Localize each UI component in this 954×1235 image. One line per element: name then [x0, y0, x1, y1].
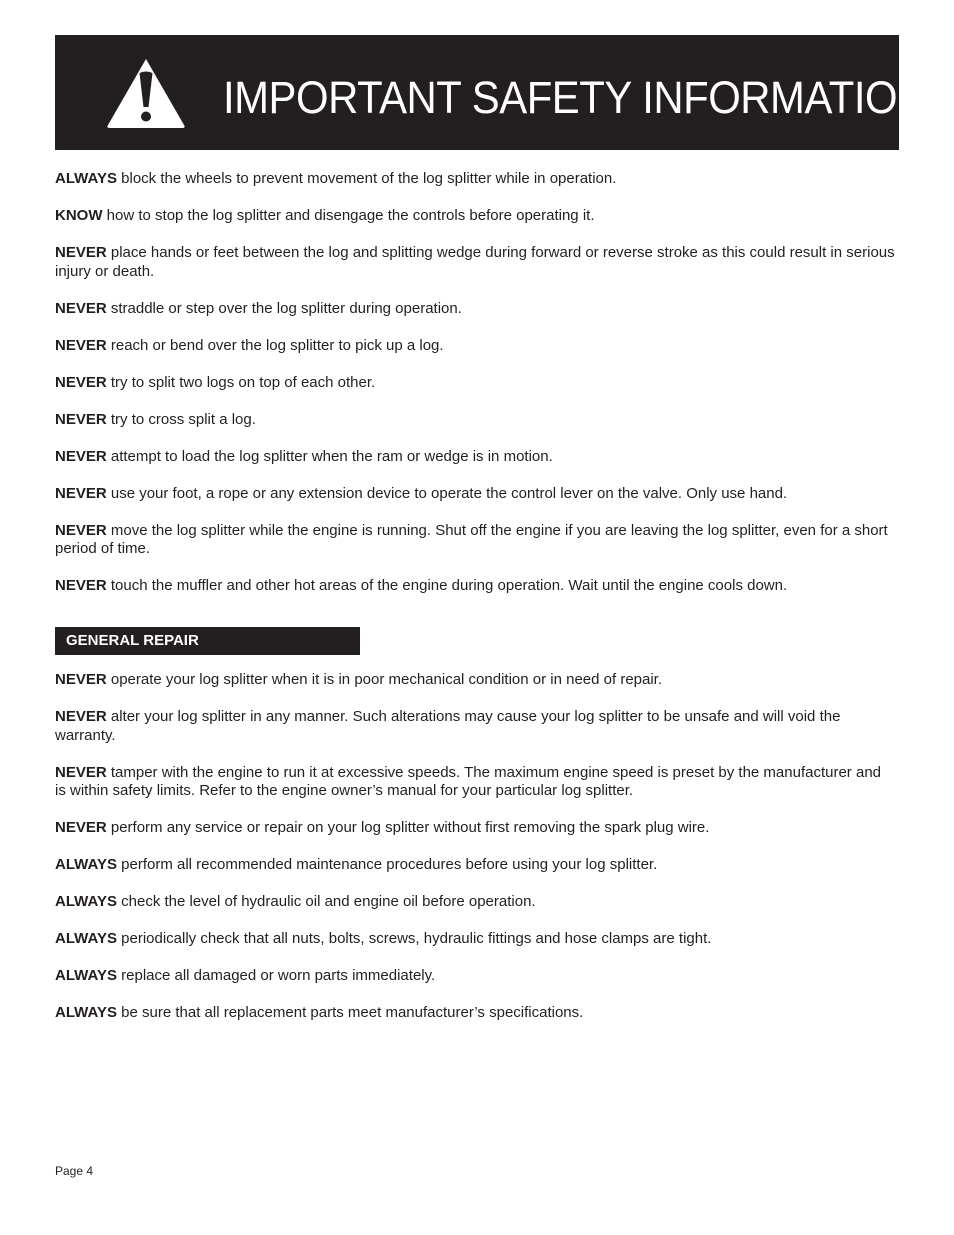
rule-item [55, 485, 895, 504]
rule-text: try to cross split a log. [110, 410, 256, 428]
rule-keyword: ALWAYS [55, 967, 117, 984]
rule-text: use your foot, a rope or any extension device to operate the control lever on the valve. Only use hand. [110, 484, 788, 502]
rule-keyword: ALWAYS [55, 1004, 117, 1021]
rule-keyword: NEVER [55, 373, 107, 391]
rule-text: try to split two logs on top of each other. [110, 373, 376, 391]
rule-item [55, 448, 895, 467]
general-repair-section-header [55, 627, 360, 655]
rule-item [55, 819, 895, 838]
rule-text: place hands or feet between the log and splitting wedge during forward or reverse stroke as this could result in serious injury or death. [55, 244, 895, 280]
page-number: Page 4 [55, 1164, 94, 1178]
rule-keyword: NEVER [55, 521, 107, 539]
rule-item [55, 967, 895, 986]
rule-item [55, 337, 895, 356]
rule-item [55, 856, 895, 875]
rule-text: periodically check that all nuts, bolts, screws, hydraulic fittings and hose clamps are tight. [121, 930, 712, 947]
rule-text: replace all damaged or worn parts immediately. [121, 967, 436, 984]
rule-item [55, 1004, 895, 1023]
page-title: IMPORTANT SAFETY INFORMATION [223, 72, 927, 123]
rule-text: perform all recommended maintenance procedures before using your log splitter. [121, 856, 658, 873]
rule-text: touch the muffler and other hot areas of the engine during operation. Wait until the engine cools down. [110, 577, 788, 594]
rule-item [55, 170, 895, 189]
rule-keyword: NEVER [55, 671, 107, 688]
rule-keyword: NEVER [55, 447, 107, 465]
rule-text: attempt to load the log splitter when the ram or wedge is in motion. [110, 447, 553, 465]
rule-text: perform any service or repair on your log splitter without first removing the spark plug wire. [110, 819, 710, 836]
rule-text: be sure that all replacement parts meet manufacturer’s specifications. [121, 1004, 584, 1021]
rule-keyword: NEVER [55, 708, 107, 725]
rule-item [55, 244, 895, 281]
safety-header-banner [55, 35, 927, 150]
rule-text: reach or bend over the log splitter to pick up a log. [110, 336, 444, 354]
rule-item [55, 930, 895, 949]
rule-item [55, 671, 895, 690]
rule-text: block the wheels to prevent movement of the log splitter while in operation. [121, 170, 617, 187]
rule-text: tamper with the engine to run it at excessive speeds. The maximum engine speed is preset by the manufacturer and is within safety limits. Refer to the engine owner’s manual for your particular log splitter. [55, 763, 882, 799]
rule-keyword: NEVER [55, 336, 107, 354]
rule-item [55, 577, 895, 596]
rule-item [55, 522, 895, 559]
rule-item [55, 764, 895, 801]
rule-text: move the log splitter while the engine is running. Shut off the engine if you are leaving the log splitter, even for a short period of time. [55, 521, 888, 557]
rule-keyword: KNOW [55, 207, 103, 224]
rule-item [55, 207, 895, 226]
rule-keyword: NEVER [55, 763, 107, 781]
rule-item [55, 893, 895, 912]
general-repair-rules-list [55, 671, 895, 1041]
rule-keyword: NEVER [55, 484, 107, 502]
rule-keyword: NEVER [55, 299, 107, 317]
rule-text: how to stop the log splitter and disengage the controls before operating it. [106, 207, 595, 224]
rule-keyword: NEVER [55, 244, 107, 261]
rule-item [55, 300, 895, 319]
warning-triangle-icon [103, 53, 189, 131]
section-title: GENERAL REPAIR [66, 632, 199, 649]
rule-item [55, 411, 895, 430]
rule-text: operate your log splitter when it is in poor mechanical condition or in need of repair. [110, 671, 663, 688]
rule-keyword: NEVER [55, 577, 107, 594]
rule-item [55, 708, 895, 745]
rule-text: alter your log splitter in any manner. Such alterations may cause your log splitter to be unsafe and will void the warranty. [55, 708, 841, 744]
rule-keyword: ALWAYS [55, 856, 117, 873]
rule-item [55, 374, 895, 393]
rule-keyword: ALWAYS [55, 930, 117, 947]
rule-text: check the level of hydraulic oil and engine oil before operation. [121, 893, 536, 910]
rule-keyword: ALWAYS [55, 170, 117, 187]
rule-keyword: NEVER [55, 819, 107, 836]
rule-text: straddle or step over the log splitter during operation. [110, 299, 462, 317]
rule-keyword: NEVER [55, 410, 107, 428]
operation-rules-list [55, 170, 895, 614]
rule-keyword: ALWAYS [55, 893, 117, 910]
